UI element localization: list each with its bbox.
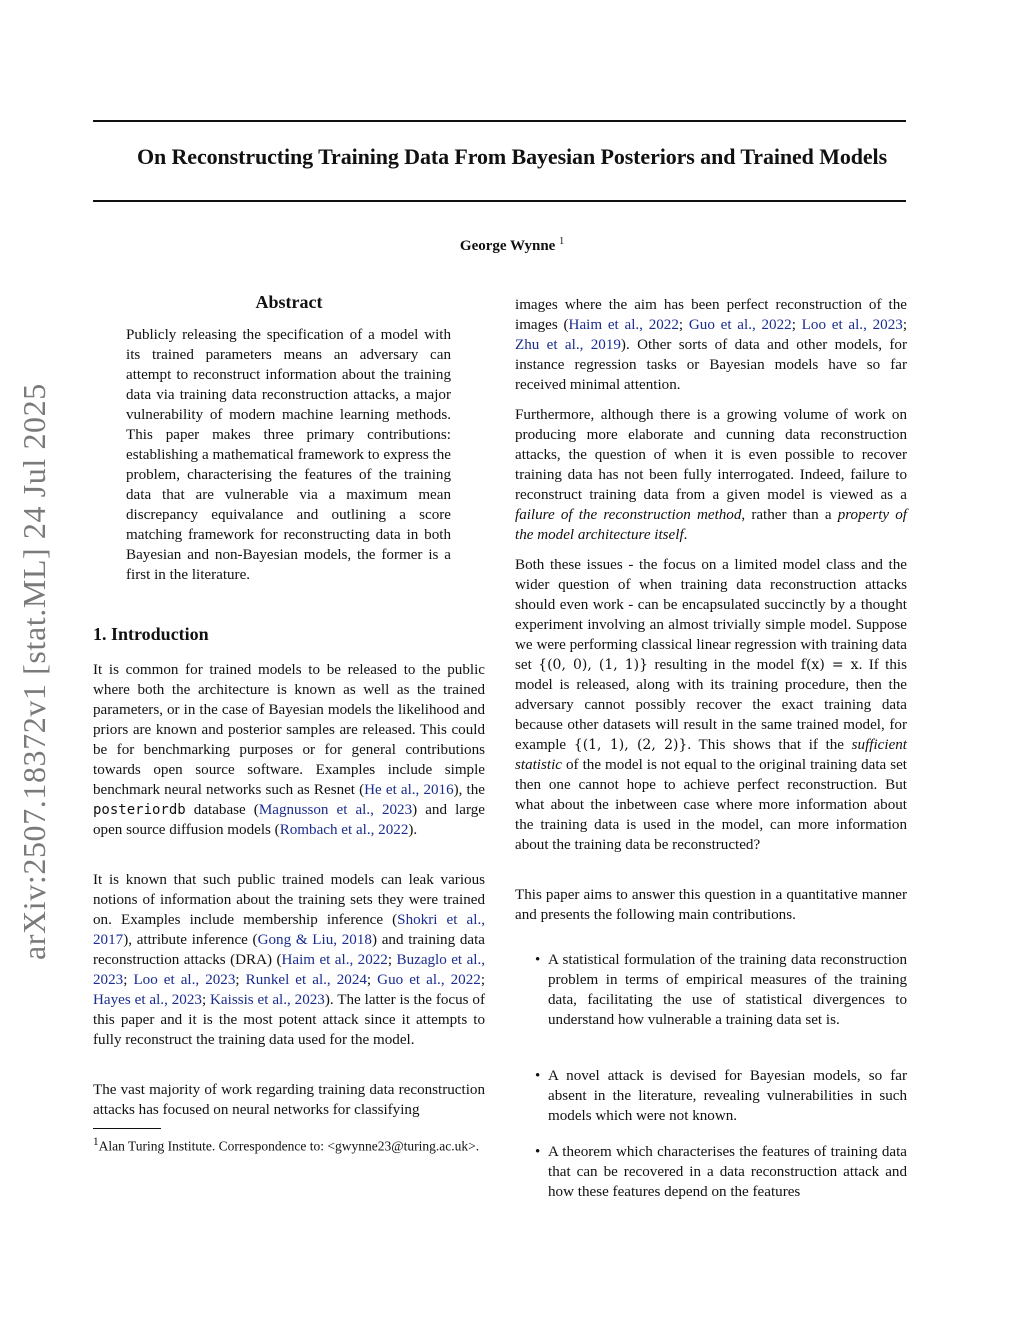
text-run: images where the aim has been perfect reconstruction of the images ( — [515, 297, 907, 333]
text-run: Furthermore, although there is a growing volume of work on producing more elaborate and cunning data reconstruction attacks, the question of when it is even possible to recover training data has not been fully interrogated. Indeed, failure to reconstruct training data from a given model is viewed as a — [515, 407, 907, 503]
contribution-text: A novel attack is devised for Bayesian models, so far absent in the literature, revealing vulnerabilities in such models which were not known. — [548, 1068, 907, 1124]
bullet-dot: • — [535, 1144, 541, 1160]
footnote — [93, 1133, 485, 1156]
citation-link[interactable]: Guo et al., 2022 — [377, 972, 481, 988]
right-paragraph-4: This paper aims to answer this question in a quantitative manner and presents the following main contributions. — [515, 887, 907, 923]
citation-link[interactable]: Gong & Liu, 2018 — [257, 932, 372, 948]
citation-link[interactable]: Kaissis et al., 2023 — [210, 992, 325, 1008]
text-run: . This shows that if the — [687, 737, 852, 753]
contribution-text: A theorem which characterises the features of training data that can be recovered in a data reconstruction attack and how these features depend on the features — [548, 1144, 907, 1200]
text-run: . — [683, 527, 688, 543]
right-paragraph-2 — [515, 405, 907, 545]
code-posteriordb: posteriordb — [93, 802, 186, 818]
citation-link[interactable]: Magnusson et al., 2023 — [258, 802, 413, 818]
separator: ; — [235, 972, 246, 988]
citation-link[interactable]: Hayes et al., 2023 — [93, 992, 202, 1008]
text-run: ). Other sorts of data and other models, for instance regression tasks or Bayesian models have so far received minimal attention. — [515, 337, 907, 393]
separator: ; — [366, 972, 378, 988]
text-run: , rather than a — [741, 507, 838, 523]
separator: ; — [902, 317, 908, 333]
citation-link[interactable]: Buzaglo et al., 2023 — [93, 952, 486, 988]
emphasis: sufficient statistic — [515, 737, 908, 773]
separator: ; — [201, 992, 211, 1008]
arxiv-identifier: arXiv:2507.18372v1 [stat.ML] 24 Jul 2025 — [16, 383, 52, 960]
author-affiliation-mark: 1 — [559, 236, 565, 247]
separator: ; — [791, 317, 802, 333]
text-run: It is common for trained models to be released to the public where both the architecture is known as well as the trained parameters, or in the case of Bayesian models the likelihood and priors are known and posterior samples are released. This could be for benchmarking purposes or for general contributions towards open source software. Examples include simple benchmark neural networks such as Resnet ( — [93, 662, 485, 798]
abstract-heading: Abstract — [255, 292, 323, 312]
text-run: ) and training data reconstruction attacks (DRA) ( — [93, 932, 486, 968]
right-paragraph-3 — [515, 555, 907, 855]
citation-link[interactable]: Rombach et al., 2022 — [279, 822, 409, 838]
text-run: Both these issues - the focus on a limited model class and the wider question of when training data reconstruction attacks should even work - can be encapsulated succinctly by a thought experiment involving an almost trivially simple model. Suppose we were performing classical linear regression with training data set — [515, 557, 907, 673]
author-line — [0, 236, 1024, 255]
text-run: resulting in the model — [648, 657, 801, 673]
top-rule — [93, 120, 906, 122]
paper-title: On Reconstructing Training Data From Bayesian Posteriors and Trained Models — [136, 144, 888, 169]
intro-paragraph-3: The vast majority of work regarding training data reconstruction attacks has focused on neural networks for classifying — [93, 1082, 485, 1118]
citation-link[interactable]: Zhu et al., 2019 — [515, 337, 621, 353]
text-run: ). — [408, 822, 418, 838]
separator: ; — [123, 972, 134, 988]
text-run: database ( — [185, 802, 259, 818]
footnote-rule — [93, 1128, 161, 1129]
citation-link[interactable]: Runkel et al., 2024 — [245, 972, 367, 988]
text-run: ), the — [453, 782, 485, 798]
citation-link[interactable]: Loo et al., 2023 — [133, 972, 236, 988]
intro-paragraph-1 — [93, 660, 485, 840]
author-name: George Wynne — [459, 238, 556, 254]
contribution-text: A statistical formulation of the training data reconstruction problem in terms of empirical measures of the training data, facilitating the use of statistical divergences to understand how vulnerable a training data set is. — [548, 952, 907, 1028]
citation-link[interactable]: Haim et al., 2022 — [568, 317, 679, 333]
text-run: . If this model is released, along with its training procedure, then the adversary cannot possibly recover the exact training data because other datasets will result in the same trained model, for example — [515, 657, 907, 753]
emphasis: failure of the reconstruction method — [515, 507, 742, 523]
citation-link[interactable]: Loo et al., 2023 — [801, 317, 903, 333]
text-run: It is known that such public trained models can leak various notions of information about the training sets they were trained on. Examples include membership inference ( — [93, 872, 485, 928]
text-run: ) and large open source diffusion models ( — [93, 802, 485, 838]
citation-link[interactable]: He et al., 2016 — [364, 782, 454, 798]
separator: ; — [387, 952, 397, 968]
text-run: ). The latter is the focus of this paper and it is the most potent attack since it attempts to fully reconstruct the training data used for the model. — [93, 992, 486, 1048]
title-bottom-rule — [93, 200, 906, 202]
footnote-mark: 1 — [93, 1136, 99, 1148]
text-run: ), attribute inference ( — [123, 932, 258, 948]
citation-link[interactable]: Haim et al., 2022 — [281, 952, 388, 968]
right-paragraph-1 — [515, 295, 907, 395]
math-expression: f(x) = x — [800, 657, 859, 673]
bullet-dot: • — [535, 1068, 541, 1084]
math-expression: {(1, 1), (2, 2)} — [573, 737, 688, 753]
intro-paragraph-2 — [93, 870, 485, 1050]
separator: ; — [480, 972, 486, 988]
emphasis: property of the model architecture itself — [515, 507, 908, 543]
bullet-dot: • — [535, 952, 541, 968]
separator: ; — [678, 317, 689, 333]
introduction-heading: 1. Introduction — [93, 624, 209, 644]
math-expression: {(0, 0), (1, 1)} — [538, 657, 649, 673]
text-run: of the model is not equal to the original training data set then one cannot hope to achieve perfect reconstruction. But what about the inbetween case where more information about the training data is used in the model, can more information about the training data be reconstructed? — [515, 757, 907, 853]
citation-link[interactable]: Guo et al., 2022 — [688, 317, 792, 333]
citation-link[interactable]: Shokri et al., 2017 — [93, 912, 485, 948]
footnote-text: Alan Turing Institute. Correspondence to: <gwynne23@turing.ac.uk>. — [98, 1138, 480, 1154]
abstract-text: Publicly releasing the specification of a model with its trained parameters means an adversary can attempt to reconstruct information about the training data via training data reconstruction attacks, a major vulnerability of modern machine learning methods. This paper makes three primary contributions: establishing a mathematical framework to express the problem, characterising the features of the training data that are vulnerable via a maximum mean discrepancy equivalance and outlining a score matching framework for reconstructing data in both Bayesian and non-Bayesian models, the former is a first in the literature. — [126, 327, 451, 583]
